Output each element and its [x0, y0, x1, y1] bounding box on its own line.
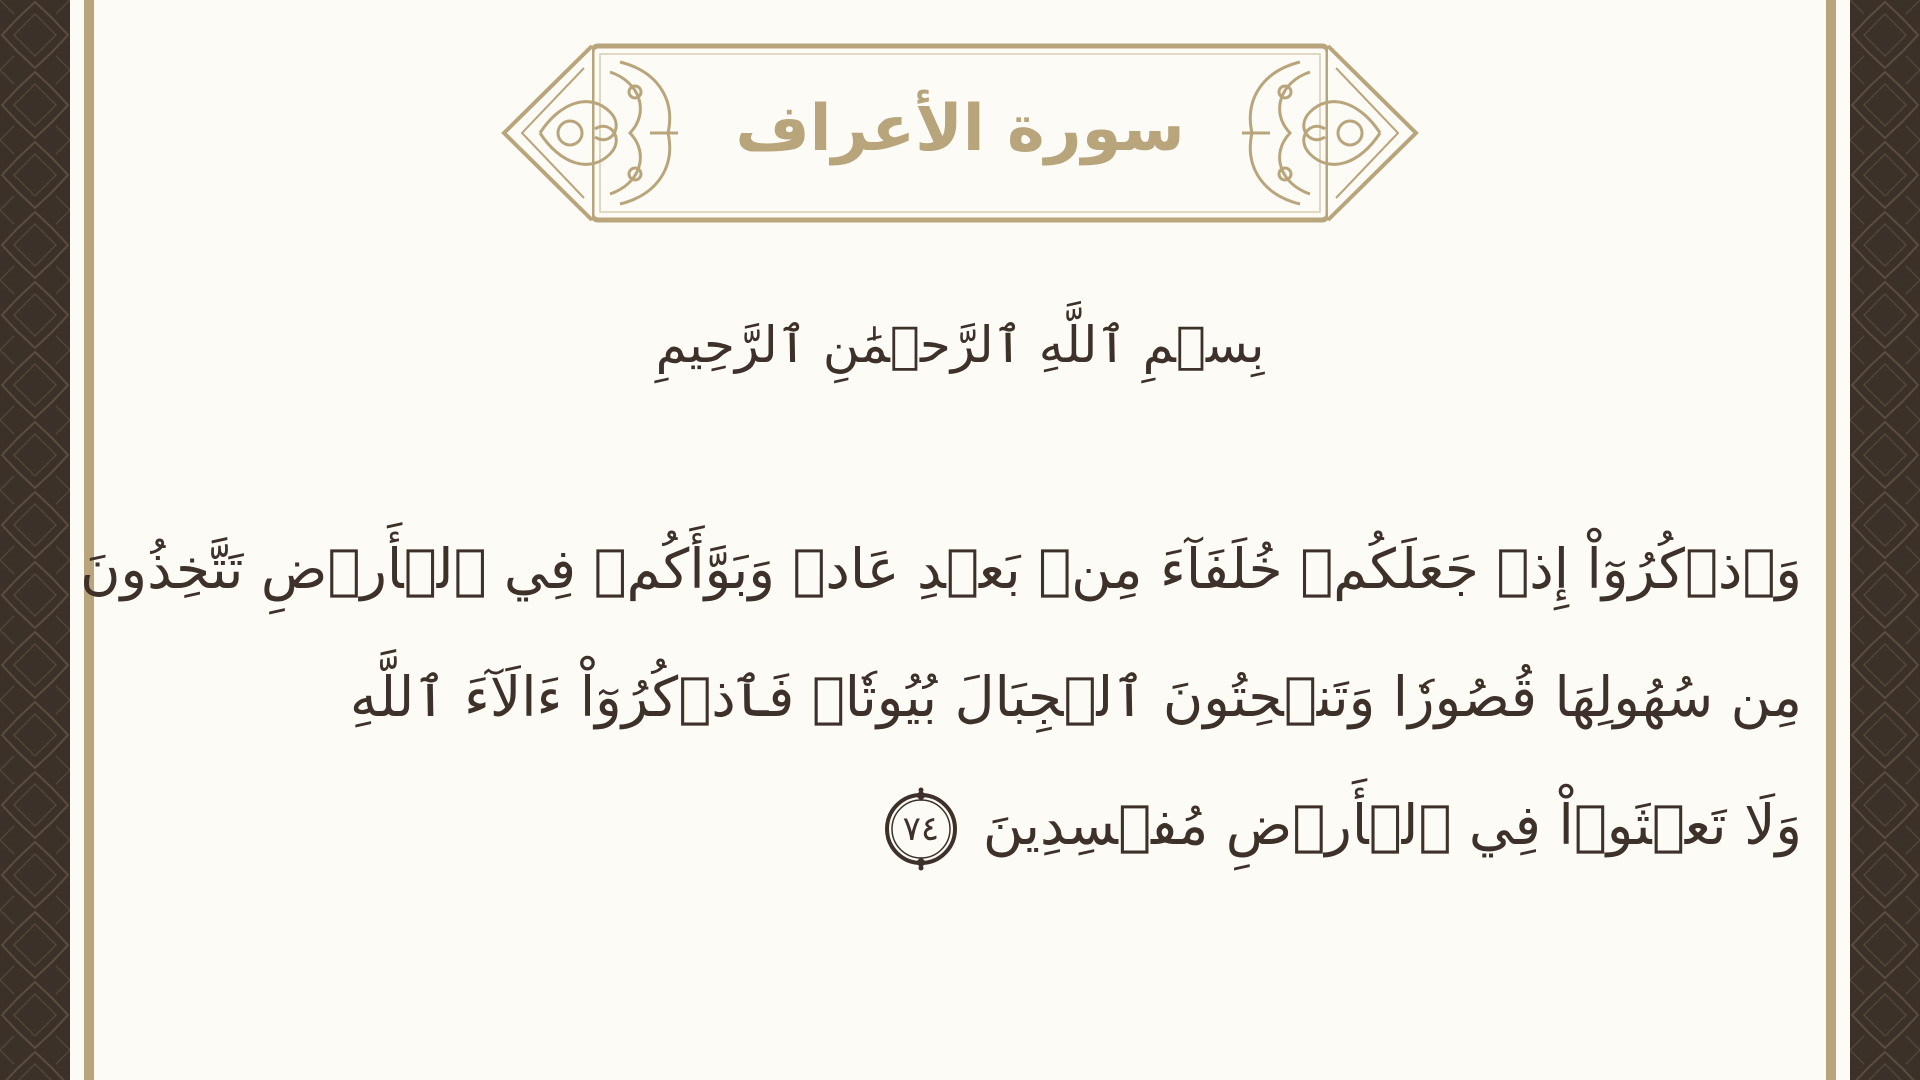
- geometric-pattern-border-icon: [0, 0, 70, 1080]
- verse-line-3: [170, 761, 1802, 889]
- right-gold-rule: [1826, 0, 1836, 1080]
- surah-title-banner: [500, 42, 1420, 224]
- ayah-end-marker: [879, 787, 963, 871]
- verse-text: [80, 505, 1802, 889]
- surah-title: سورة الأعراف: [735, 92, 1185, 166]
- verse-line-3-text: وَلَا تَعۡثَوۡاْ فِي ٱلۡأَرۡضِ مُفۡسِدِينَ: [982, 793, 1802, 857]
- ayah-number: ٧٤: [902, 808, 940, 849]
- left-pattern-border: [0, 0, 70, 1080]
- verse-line-1: وَٱذۡكُرُوٓاْ إِذۡ جَعَلَكُمۡ خُلَفَآءَ مِنۢ بَعۡدِ عَادٖ وَبَوَّأَكُمۡ فِي ٱلۡأَرۡضِ تَتَّخِذُونَ: [80, 537, 1802, 601]
- verse-line-2: مِن سُهُولِهَا قُصُورٗا وَتَنۡحِتُونَ ٱلۡجِبَالَ بُيُوتٗاۖ فَٱذۡكُرُوٓاْ ءَالَآءَ ٱللَّهِ: [349, 665, 1802, 729]
- geometric-pattern-border-icon: [1850, 0, 1920, 1080]
- basmala: بِسۡمِ ٱللَّهِ ٱلرَّحۡمَٰنِ ٱلرَّحِيمِ: [655, 316, 1265, 374]
- right-pattern-border: [1850, 0, 1920, 1080]
